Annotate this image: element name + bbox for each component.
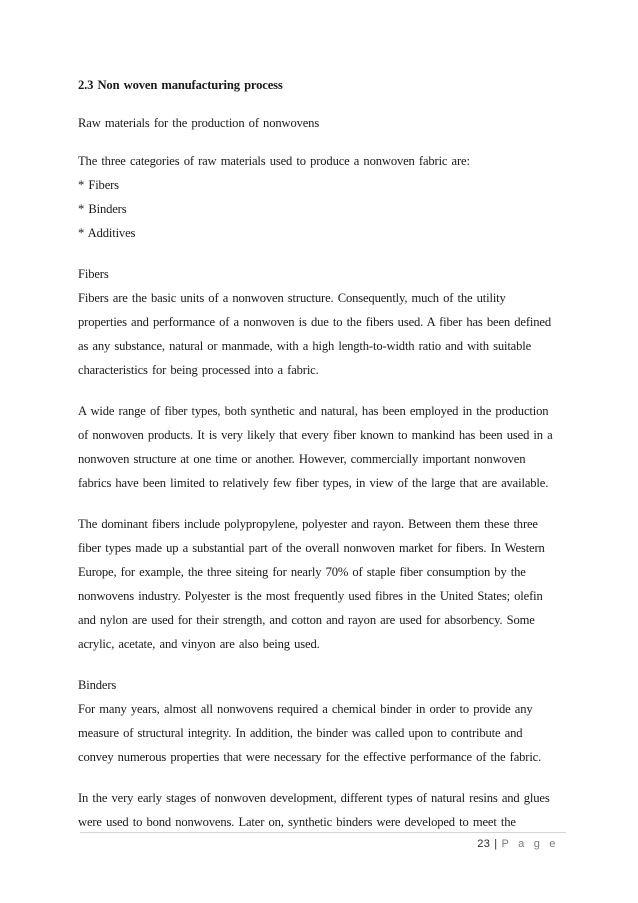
page-number: 23 [477,838,491,850]
text-line: Europe, for example, the three siteing for nearly 70% of staple fiber consumption by the [78,565,526,579]
fibers-paragraph-1 [78,286,568,382]
text-line: convey numerous properties that were necessary for the effective performance of the fabric. [78,750,542,764]
text-line: In the very early stages of nonwoven development, different types of natural resins and glues [78,791,550,805]
fibers-paragraph-2 [78,399,568,495]
text-line: For many years, almost all nonwovens required a chemical binder in order to provide any [78,702,533,716]
binders-paragraph-1 [78,697,568,769]
text-line: and nylon are used for their strength, and cotton and rayon are used for absorbency. Some [78,613,535,627]
section-heading: 2.3 Non woven manufacturing process [78,78,283,92]
page-label: P a g e [501,838,558,850]
text-line: nonwoven structure at one time or another. However, commercially important nonwoven [78,452,526,466]
category-list-item: * Additives [78,226,136,240]
page-footer [477,838,558,850]
raw-materials-heading: Raw materials for the production of nonwovens [78,116,320,130]
categories-intro: The three categories of raw materials used to produce a nonwoven fabric are: [78,154,470,168]
text-line: A wide range of fiber types, both synthetic and natural, has been employed in the production [78,404,549,418]
text-line: nonwovens industry. Polyester is the most frequently used fibres in the United States; olefin [78,589,543,603]
category-list-item: * Fibers [78,178,119,192]
text-line: The dominant fibers include polypropylene, polyester and rayon. Between them these three [78,517,538,531]
text-line: acrylic, acetate, and vinyon are also being used. [78,637,320,651]
page-content [78,73,568,834]
binders-paragraph-2 [78,786,568,834]
binders-heading: Binders [78,678,117,692]
text-line: fabrics have been limited to relatively few fiber types, in view of the large that are available. [78,476,549,490]
text-line: as any substance, natural or manmade, with a high length-to-width ratio and with suitable [78,339,532,353]
text-line: were used to bond nonwovens. Later on, synthetic binders were developed to meet the [78,815,516,829]
text-line: Fibers are the basic units of a nonwoven structure. Consequently, much of the utility [78,291,506,305]
text-line: of nonwoven products. It is very likely that every fiber known to mankind has been used in a [78,428,553,442]
fibers-heading: Fibers [78,267,109,281]
fibers-paragraph-3 [78,512,568,656]
text-line: fiber types made up a substantial part of the overall nonwoven market for fibers. In Western [78,541,545,555]
footer-separator: | [494,838,498,850]
text-line: properties and performance of a nonwoven is due to the fibers used. A fiber has been defined [78,315,551,329]
text-line: measure of structural integrity. In addition, the binder was called upon to contribute and [78,726,523,740]
category-list-item: * Binders [78,202,127,216]
footer-divider [80,832,566,833]
text-line: characteristics for being processed into a fabric. [78,363,319,377]
